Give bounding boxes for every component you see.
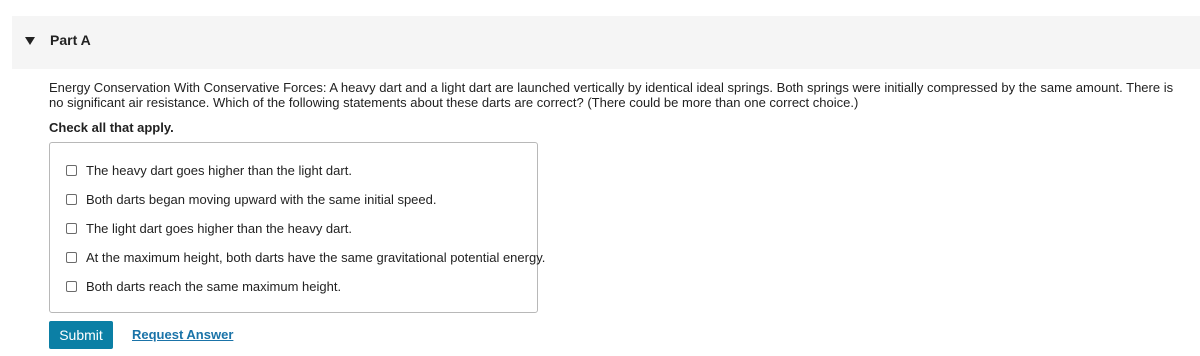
option-same-max-height[interactable] [66, 276, 341, 296]
instruction-text: Check all that apply. [49, 120, 174, 135]
option-label: The heavy dart goes higher than the light dart. [86, 162, 352, 178]
question-text: Energy Conservation With Conservative Forces: A heavy dart and a light dart are launched vertically by identical ideal springs. Both springs were initially compressed by the same amount. There is no significant air resistance. Which of the following statements about these darts are correct? (There could be more than one correct choice.) [49, 80, 1174, 110]
option-label: Both darts began moving upward with the same initial speed. [86, 191, 437, 207]
option-label: The light dart goes higher than the heavy dart. [86, 220, 352, 236]
checkbox-icon[interactable] [66, 223, 77, 234]
option-light-higher[interactable] [66, 218, 352, 238]
option-same-potential-energy[interactable] [66, 247, 545, 267]
part-title: Part A [50, 32, 91, 48]
caret-down-icon[interactable] [25, 37, 35, 45]
request-answer-link[interactable]: Request Answer [132, 327, 234, 342]
option-same-initial-speed[interactable] [66, 189, 436, 209]
options-box [49, 142, 546, 313]
part-header[interactable] [12, 16, 1200, 69]
option-label: At the maximum height, both darts have the same gravitational potential energy. [86, 249, 546, 265]
option-label: Both darts reach the same maximum height. [86, 278, 342, 294]
checkbox-icon[interactable] [66, 252, 77, 263]
checkbox-icon[interactable] [66, 281, 77, 292]
option-heavy-higher[interactable] [66, 160, 352, 180]
checkbox-icon[interactable] [66, 194, 77, 205]
submit-button[interactable]: Submit [49, 321, 113, 349]
checkbox-icon[interactable] [66, 165, 77, 176]
